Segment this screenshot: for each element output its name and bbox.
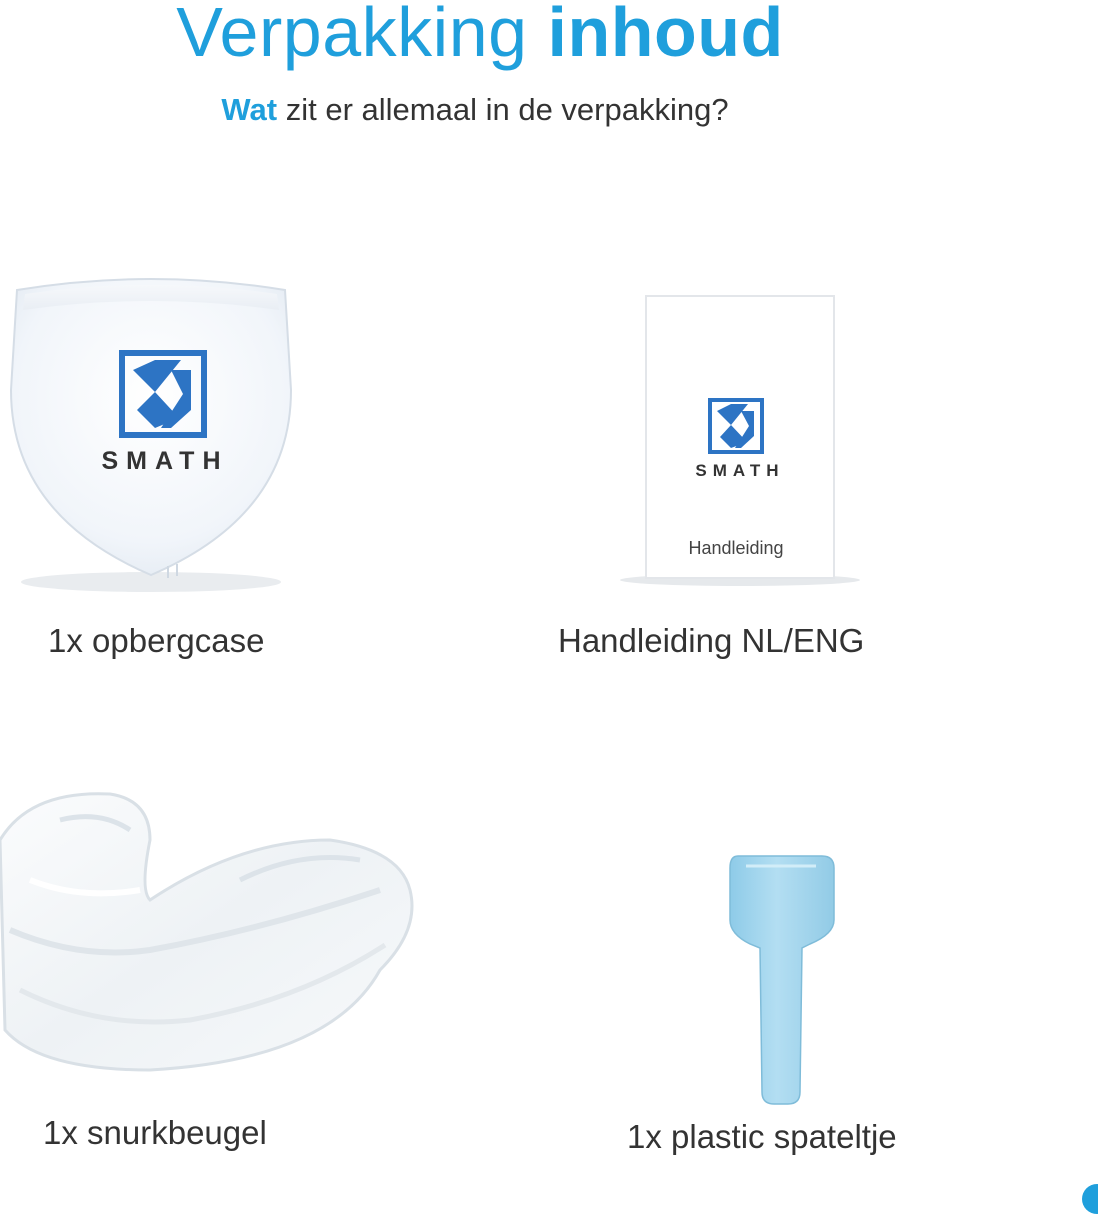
title-light: Verpakking <box>176 0 528 71</box>
subtitle-text: zit er allemaal in de verpakking? <box>285 92 729 127</box>
corner-accent <box>1082 1184 1098 1214</box>
caption-manual: Handleiding NL/ENG <box>558 622 865 659</box>
manual-card-label: Handleiding <box>688 538 784 558</box>
page-subtitle <box>0 92 950 128</box>
manual-logo-text: SMATH <box>695 461 785 480</box>
spatula-image <box>726 852 838 1112</box>
caption-storage-case: 1x opbergcase <box>48 622 265 659</box>
title-bold: inhoud <box>547 0 784 71</box>
page-title <box>0 0 960 72</box>
caption-mouthguard: 1x snurkbeugel <box>43 1114 267 1151</box>
storage-case-image <box>5 270 297 600</box>
caption-spatula: 1x plastic spateltje <box>627 1118 897 1155</box>
case-logo-text: SMATH <box>101 447 229 475</box>
subtitle-accent: Wat <box>221 92 278 127</box>
mouthguard-image <box>0 780 420 1110</box>
manual-card-image <box>610 290 870 595</box>
